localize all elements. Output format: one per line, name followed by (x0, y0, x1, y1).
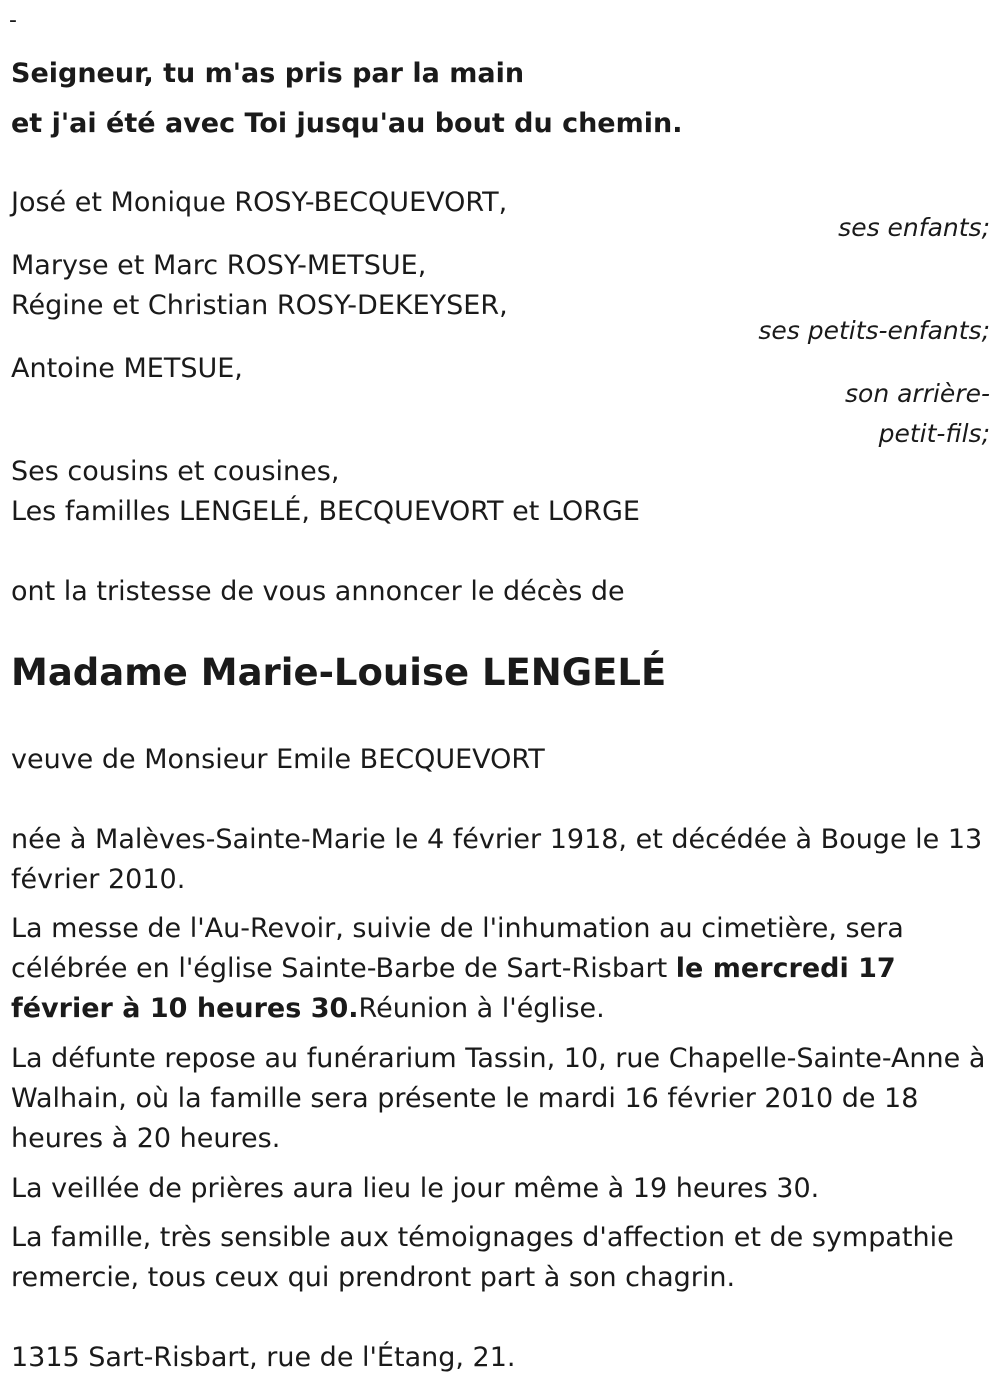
vigil-paragraph: La veillée de prières aura lieu le jour même à 19 heures 30. (11, 1173, 820, 1204)
announcement: ont la tristesse de vous annoncer le décès de (11, 576, 625, 607)
children-names: José et Monique ROSY-BECQUEVORT, (11, 187, 508, 218)
families: Les familles LENGELÉ, BECQUEVORT et LORGE (11, 496, 640, 527)
widow-of: veuve de Monsieur Emile BECQUEVORT (11, 744, 545, 775)
dash-mark: - (9, 8, 17, 33)
great-grandchild: Antoine METSUE, (11, 353, 243, 384)
great-grandchild-label-2: petit-fils; (878, 419, 990, 448)
mass-date: le mercredi 17 février à 10 heures 30. (11, 953, 896, 1024)
great-grandchild-label-1: son arrière- (845, 379, 990, 408)
grandchildren-label: ses petits-enfants; (758, 316, 990, 345)
mass-meeting: Réunion à l'église. (358, 993, 605, 1024)
children-label: ses enfants; (838, 213, 990, 242)
funerarium-paragraph: La défunte repose au funérarium Tassin, 10, rue Chapelle-Sainte-Anne à Walhain, où la famille sera présente le mardi 16 février 2010 de 18 heures à 20 heures. (11, 1043, 986, 1154)
verse-line-1: Seigneur, tu m'as pris par la main (11, 58, 525, 89)
mass-text: La messe de l'Au-Revoir, suivie de l'inhumation au cimetière, sera célébrée en l'église Sainte-Barbe de Sart-Risbart (11, 913, 904, 984)
birth-death: née à Malèves-Sainte-Marie le 4 février 1918, et décédée à Bouge le 13 février 2010. (11, 824, 983, 895)
address: 1315 Sart-Risbart, rue de l'Étang, 21. (11, 1342, 516, 1373)
mass-paragraph (11, 909, 996, 1029)
thanks-paragraph: La famille, très sensible aux témoignages d'affection et de sympathie remercie, tous ceux qui prendront part à son chagrin. (11, 1222, 954, 1293)
verse-line-2: et j'ai été avec Toi jusqu'au bout du chemin. (11, 108, 683, 139)
deceased-name: Madame Marie-Louise LENGELÉ (11, 651, 667, 694)
cousins: Ses cousins et cousines, (11, 456, 340, 487)
grandchild-1: Maryse et Marc ROSY-METSUE, (11, 250, 427, 281)
grandchild-2: Régine et Christian ROSY-DEKEYSER, (11, 290, 508, 321)
